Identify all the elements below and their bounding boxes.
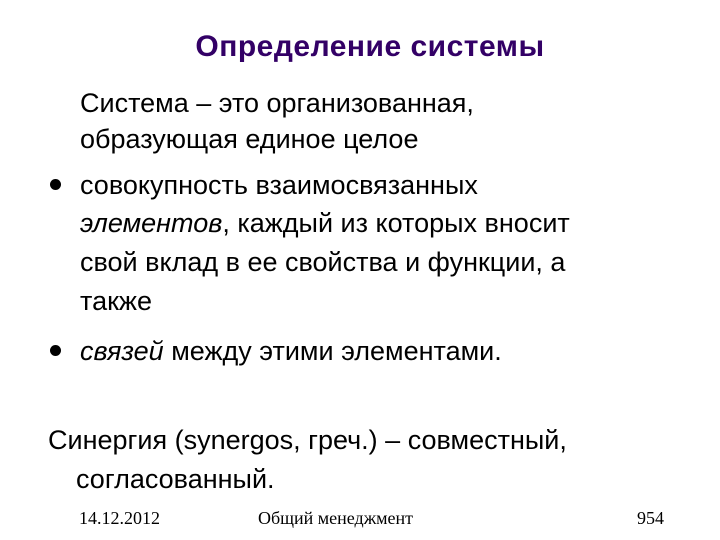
intro-line-1: Система – это организованная,	[80, 88, 474, 118]
bullet-2-rest: между этими элементами.	[163, 336, 502, 366]
slide-title: Определение системы	[195, 30, 545, 63]
intro-line-2: образующая единое целое	[80, 124, 419, 154]
synergy-line-2: согласованный.	[76, 464, 275, 494]
bullet-1-line-4: также	[80, 286, 152, 316]
footer-page-number: 954	[637, 508, 664, 528]
synergy-line-1: Синергия (synergos, греч.) – совместный,	[48, 425, 567, 455]
bullet-1-line-3: свой вклад в ее свойства и функции, а	[80, 247, 566, 277]
bullet-2-line	[80, 334, 502, 368]
bullet-1-line-2-rest: , каждый из которых вносит	[222, 208, 570, 238]
bullet-1-line-1: совокупность взаимосвязанных	[80, 170, 478, 200]
bullet-icon	[50, 179, 61, 190]
bullet-icon	[50, 345, 61, 356]
footer-course: Общий менеджмент	[258, 508, 414, 528]
term-elements: элементов	[80, 208, 223, 238]
bullet-1-line-2	[80, 206, 570, 240]
term-links: связей	[80, 336, 164, 366]
footer-date: 14.12.2012	[79, 508, 160, 528]
